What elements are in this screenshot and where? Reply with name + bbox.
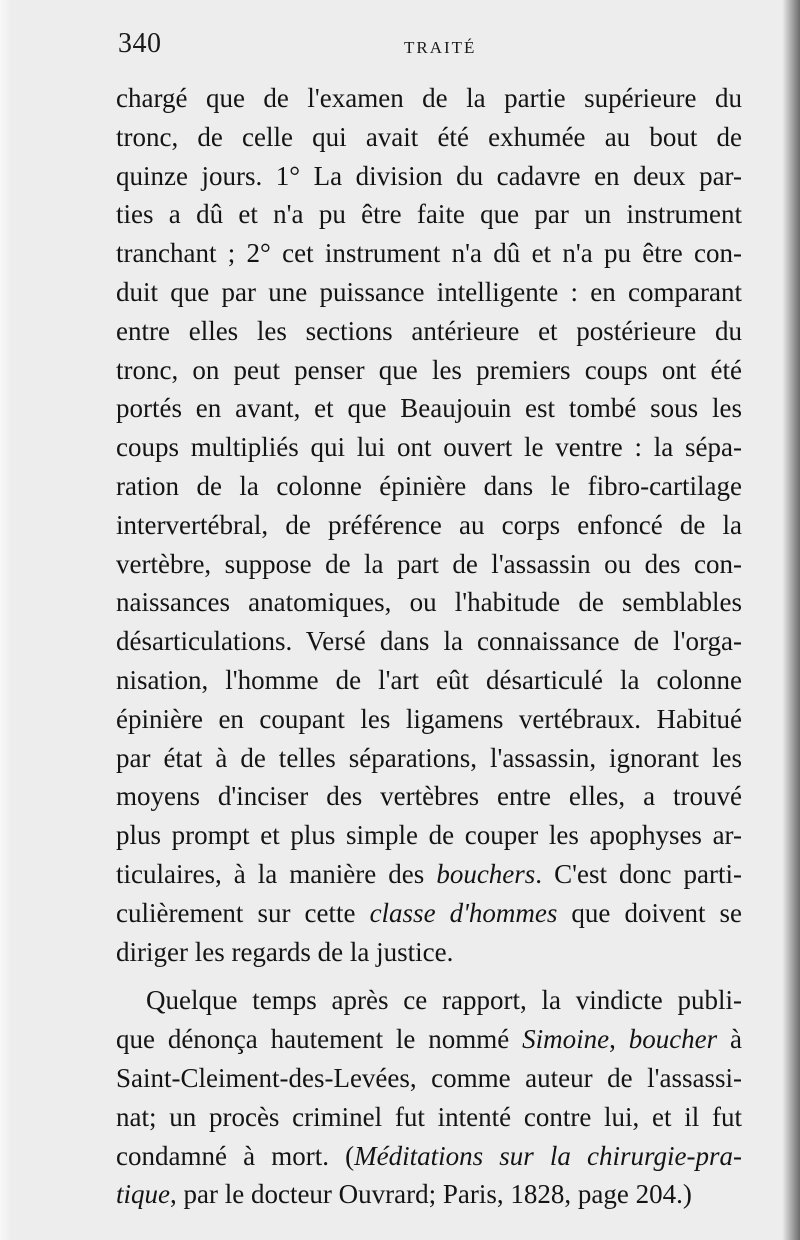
text-line: quinze jours. 1° La division du cadavre en deux par- bbox=[116, 160, 742, 191]
text-run: que dénonça hautement le nommé bbox=[116, 1024, 523, 1055]
page-number: 340 bbox=[118, 28, 162, 59]
italic-term: classe d'hommes bbox=[369, 897, 558, 928]
text-line: ration de la colonne épinière dans le fibro-cartilage bbox=[116, 470, 742, 501]
text-line: nisation, l'homme de l'art eût désarticulé la colonne bbox=[116, 664, 742, 695]
text-line bbox=[116, 894, 742, 933]
text-line bbox=[116, 855, 742, 894]
text-line: Saint-Cleiment-des-Levées, comme auteur de l'assassi- bbox=[116, 1062, 742, 1093]
text-line-last bbox=[116, 1175, 742, 1214]
text-run: . C'est donc parti- bbox=[535, 858, 742, 889]
italic-name: Simoine bbox=[522, 1024, 610, 1055]
text-line: intervertébral, de préférence au corps enfoncé de la bbox=[116, 509, 742, 540]
binding-shadow bbox=[782, 0, 800, 1240]
text-run: , bbox=[609, 1024, 629, 1055]
text-run: ticulaires, à la manière des bbox=[116, 858, 437, 889]
text-line bbox=[116, 1020, 742, 1059]
running-head: TRAITÉ bbox=[404, 38, 477, 57]
text-run: culièrement sur cette bbox=[116, 897, 370, 928]
text-line: chargé que de l'examen de la partie supérieure du bbox=[116, 83, 742, 113]
page-left-edge bbox=[0, 0, 12, 1240]
page-body bbox=[116, 79, 742, 1214]
italic-citation: Méditations sur la chirurgie-pra- bbox=[354, 1140, 742, 1171]
text-line: duit que par une puissance intelligente : en comparant bbox=[116, 276, 742, 307]
text-line: moyens d'inciser des vertèbres entre elles, a trouvé bbox=[116, 781, 742, 812]
text-line: naissances anatomiques, ou l'habitude de semblables bbox=[116, 587, 742, 618]
text-run: , par le docteur Ouvrard; Paris, 1828, page 204.) bbox=[170, 1179, 692, 1210]
text-line: par état à de telles séparations, l'assassin, ignorant les bbox=[116, 742, 742, 773]
text-run: condamné à mort. ( bbox=[116, 1140, 355, 1171]
text-line-last: diriger les regards de la justice. bbox=[116, 936, 454, 967]
text-line: tronc, de celle qui avait été exhumée au bout de bbox=[116, 121, 742, 152]
text-line: plus prompt et plus simple de couper les apophyses ar- bbox=[116, 820, 742, 851]
text-run: que doivent se bbox=[557, 897, 743, 928]
text-line: nat; un procès criminel fut intenté contre lui, et il fut bbox=[116, 1101, 742, 1132]
italic-citation: tique bbox=[116, 1179, 170, 1210]
text-line: épinière en coupant les ligamens vertébraux. Habitué bbox=[116, 703, 742, 734]
italic-term: bouchers bbox=[436, 858, 536, 889]
text-line: désarticulations. Versé dans la connaissance de l'orga- bbox=[116, 626, 742, 657]
text-line: ties a dû et n'a pu être faite que par un instrument bbox=[116, 199, 742, 230]
italic-term: boucher bbox=[628, 1024, 718, 1055]
paragraph-gap bbox=[116, 971, 742, 981]
text-line: vertèbre, suppose de la part de l'assassin ou des con- bbox=[116, 548, 742, 579]
text-line: coups multipliés qui lui ont ouvert le ventre : la sépa- bbox=[116, 432, 742, 463]
text-line: entre elles les sections antérieure et postérieure du bbox=[116, 315, 742, 346]
text-line bbox=[116, 1137, 742, 1176]
text-run: à bbox=[717, 1024, 742, 1055]
text-line-indented: Quelque temps après ce rapport, la vindicte publi- bbox=[146, 985, 742, 1016]
text-line: portés en avant, et que Beaujouin est tombé sous les bbox=[116, 393, 742, 424]
text-line: tranchant ; 2° cet instrument n'a dû et n'a pu être con- bbox=[116, 238, 742, 269]
text-line: tronc, on peut penser que les premiers coups ont été bbox=[116, 354, 742, 385]
